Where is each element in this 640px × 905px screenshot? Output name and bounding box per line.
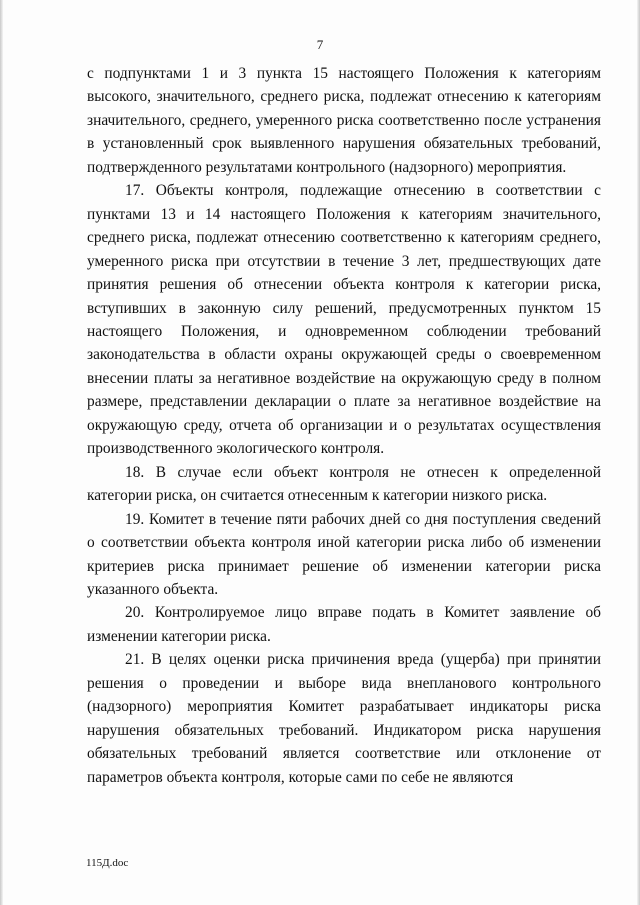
paragraph-17: 17. Объекты контроля, подлежащие отнесению в соответствии с пунктами 13 и 14 настоящего Положения к категориям значительного, среднего риска, подлежат отнесению соответственно к категориям среднего, умеренного риска при отсутствии в течение 3 лет, предшествующих дате принятия решения об отнесении объекта контроля к категории риска, вступивших в законную силу решений, предусмотренных пунктом 15 настоящего Положения, и одновременном соблюдении требований законодательства в области охраны окружающей среды о своевременном внесении платы за негативное воздействие на окружающую среду в полном размере, представлении декларации о плате за негативное воздействие на окружающую среду, отчета об организации и о результатах осуществления производственного экологического контроля. xyxy=(87,182,601,458)
document-body xyxy=(87,62,601,789)
paragraph-18: 18. В случае если объект контроля не отнесен к определенной категории риска, он считается отнесенным к категории низкого риска. xyxy=(87,463,601,505)
paragraph-19: 19. Комитет в течение пяти рабочих дней со дня поступления сведений о соответствии объекта контроля иной категории риска либо об изменении критериев риска принимает решение об изменении категории риска указанного объекта. xyxy=(87,510,601,598)
paragraph-continuation: с подпунктами 1 и 3 пункта 15 настоящего Положения к категориям высокого, значительного, среднего риска, подлежат отнесению к категориям значительного, среднего, умеренного риска соответственно после устранения в установленный срок выявленного нарушения обязательных требований, подтвержденного результатами контрольного (надзорного) мероприятия. xyxy=(87,65,601,176)
paragraph-20: 20. Контролируемое лицо вправе подать в Комитет заявление об изменении категории риска. xyxy=(87,604,601,645)
page-number: 7 xyxy=(316,37,324,52)
paragraph-21: 21. В целях оценки риска причинения вреда (ущерба) при принятии решения о проведении и выборе вида внепланового контрольного (надзорного) мероприятия Комитет разрабатывает индикаторы риска нарушения обязательных требований. Индикатором риска нарушения обязательных требований является соответствие или отклонение от параметров объекта контроля, которые сами по себе не являются xyxy=(87,651,601,786)
scan-edge-left xyxy=(0,0,3,905)
footer-filename: 115Д.doc xyxy=(86,857,129,869)
